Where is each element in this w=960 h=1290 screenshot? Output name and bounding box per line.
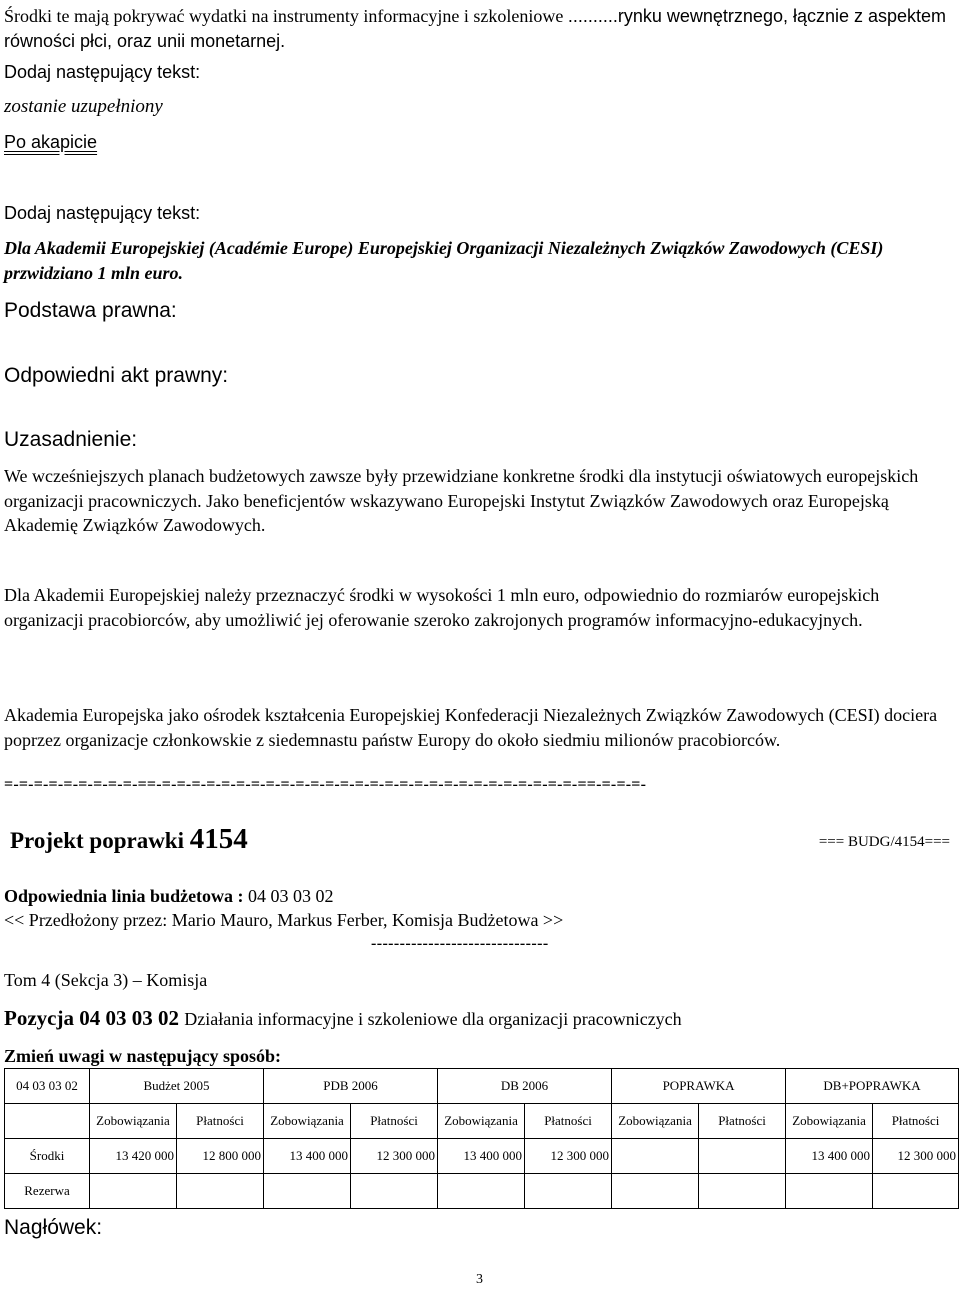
- table-subheader-cell: Zobowiązania: [786, 1104, 873, 1139]
- justification-paragraph-2: Dla Akademii Europejskiej należy przeznaczyć środki w wysokości 1 mln euro, odpowiednio do rozmiarów europejskich organizacji pracobiorców, aby umożliwić jej oferowanie szeroko zakrojonych programów informacyjno-edukacyjnych.: [4, 585, 880, 630]
- table-cell: [699, 1174, 786, 1209]
- table-cell: [177, 1174, 264, 1209]
- table-cell: 12 300 000: [351, 1139, 438, 1174]
- table-cell: [351, 1174, 438, 1209]
- table-subheader-cell: Zobowiązania: [264, 1104, 351, 1139]
- project-number: 4154: [189, 823, 248, 855]
- table-cell: [786, 1174, 873, 1209]
- project-title: [10, 823, 248, 856]
- table-cell: [612, 1174, 699, 1209]
- table-row-label: Rezerwa: [5, 1174, 90, 1209]
- academy-text: Dla Akademii Europejskiej (Académie Europe) Europejskiej Organizacji Niezależnych Związków Zawodowych (CESI) przwidziano 1 mln euro.: [4, 238, 884, 283]
- table-cell: 12 300 000: [525, 1139, 612, 1174]
- table-subheader-row: [5, 1104, 959, 1139]
- project-title-text: Projekt poprawki: [10, 828, 190, 853]
- budget-table: [4, 1068, 959, 1209]
- change-remarks: Zmień uwagi w następujący sposób:: [4, 1046, 282, 1066]
- table-header-cell: 04 03 03 02: [5, 1069, 90, 1104]
- table-subheader-cell: Płatności: [873, 1104, 959, 1139]
- submitted-by: << Przedłożony przez: Mario Mauro, Markus Ferber, Komisja Budżetowa >>: [4, 910, 564, 930]
- add-text-label-1: Dodaj następujący tekst:: [4, 62, 201, 82]
- table-header-cell: DB 2006: [438, 1069, 612, 1104]
- table-row-label: Środki: [5, 1139, 90, 1174]
- intro-text-b: rynku wewnętrznego, łącznie z aspektem równości płci, oraz unii monetarnej.: [4, 6, 947, 51]
- table-subheader-cell: [5, 1104, 90, 1139]
- intro-paragraph: [4, 4, 954, 54]
- project-code: === BUDG/4154===: [818, 834, 950, 850]
- table-subheader-cell: Płatności: [177, 1104, 264, 1139]
- table-cell: 13 420 000: [90, 1139, 177, 1174]
- position-label: Pozycja 04 03 03 02: [4, 1006, 185, 1030]
- legal-act-heading: Odpowiedni akt prawny:: [4, 364, 229, 387]
- table-cell: 13 400 000: [264, 1139, 351, 1174]
- after-paragraph: Po akapicie: [4, 132, 98, 152]
- table-subheader-cell: Płatności: [699, 1104, 786, 1139]
- heading-label: Nagłówek:: [4, 1216, 103, 1239]
- justification-paragraph-1: We wcześniejszych planach budżetowych zawsze były przewidziane konkretne środki dla instytucji oświatowych europejskich organizacji pracowniczych. Jako beneficjentów wskazywano Europejski Instytut Związków Zawodowych oraz Europejską Akademię Związków Zawodowych.: [4, 466, 919, 535]
- table-cell: [525, 1174, 612, 1209]
- budget-line: [4, 886, 334, 907]
- justification-heading: Uzasadnienie:: [4, 428, 138, 451]
- table-header-cell: DB+POPRAWKA: [786, 1069, 959, 1104]
- table-cell: [873, 1174, 959, 1209]
- position-line: [4, 1006, 682, 1031]
- budget-line-value: 04 03 03 02: [248, 886, 334, 906]
- table-subheader-cell: Zobowiązania: [438, 1104, 525, 1139]
- table-subheader-cell: Zobowiązania: [90, 1104, 177, 1139]
- intro-dots: ..........: [567, 6, 618, 26]
- table-header-cell: Budżet 2005: [90, 1069, 264, 1104]
- dash-separator: -------------------------------: [371, 935, 549, 952]
- volume: Tom 4 (Sekcja 3) – Komisja: [4, 970, 208, 990]
- to-be-completed: zostanie uzupełniony: [4, 96, 163, 117]
- table-header-row: [5, 1069, 959, 1104]
- page-number: 3: [476, 1272, 483, 1287]
- justification-paragraph-3: Akademia Europejska jako ośrodek kształcenia Europejskiej Konfederacji Niezależnych Związków Zawodowych (CESI) dociera poprzez organizacje członkowskie z siedemnastu państw Europy do około siedmiu milionów pracobiorców.: [4, 705, 938, 750]
- intro-text-a: Środki te mają pokrywać wydatki na instrumenty informacyjne i szkoleniowe: [4, 6, 568, 26]
- budget-line-label: Odpowiednia linia budżetowa :: [4, 886, 249, 906]
- table-cell: 12 300 000: [873, 1139, 959, 1174]
- table-subheader-cell: Płatności: [525, 1104, 612, 1139]
- table-row: [5, 1139, 959, 1174]
- table-header-cell: PDB 2006: [264, 1069, 438, 1104]
- table-subheader-cell: Zobowiązania: [612, 1104, 699, 1139]
- divider: =-=-=-=-=-=-=-=-=-==-=-=-=-=-=-=-=-=-=-=-=-=-=-=-=-=-=-=-=-=-=-=-=-=-=-=-=-=-==-=-=-=-: [4, 776, 647, 793]
- table-cell: 13 400 000: [786, 1139, 873, 1174]
- table-cell: 13 400 000: [438, 1139, 525, 1174]
- add-text-label-2: Dodaj następujący tekst:: [4, 203, 201, 223]
- table-cell: [438, 1174, 525, 1209]
- table-cell: [264, 1174, 351, 1209]
- table-row: [5, 1174, 959, 1209]
- table-cell: [699, 1139, 786, 1174]
- table-cell: [90, 1174, 177, 1209]
- position-description: Działania informacyjne i szkoleniowe dla organizacji pracowniczych: [184, 1009, 682, 1029]
- table-subheader-cell: Płatności: [351, 1104, 438, 1139]
- table-cell: 12 800 000: [177, 1139, 264, 1174]
- legal-basis-heading: Podstawa prawna:: [4, 299, 177, 322]
- table-cell: [612, 1139, 699, 1174]
- table-header-cell: POPRAWKA: [612, 1069, 786, 1104]
